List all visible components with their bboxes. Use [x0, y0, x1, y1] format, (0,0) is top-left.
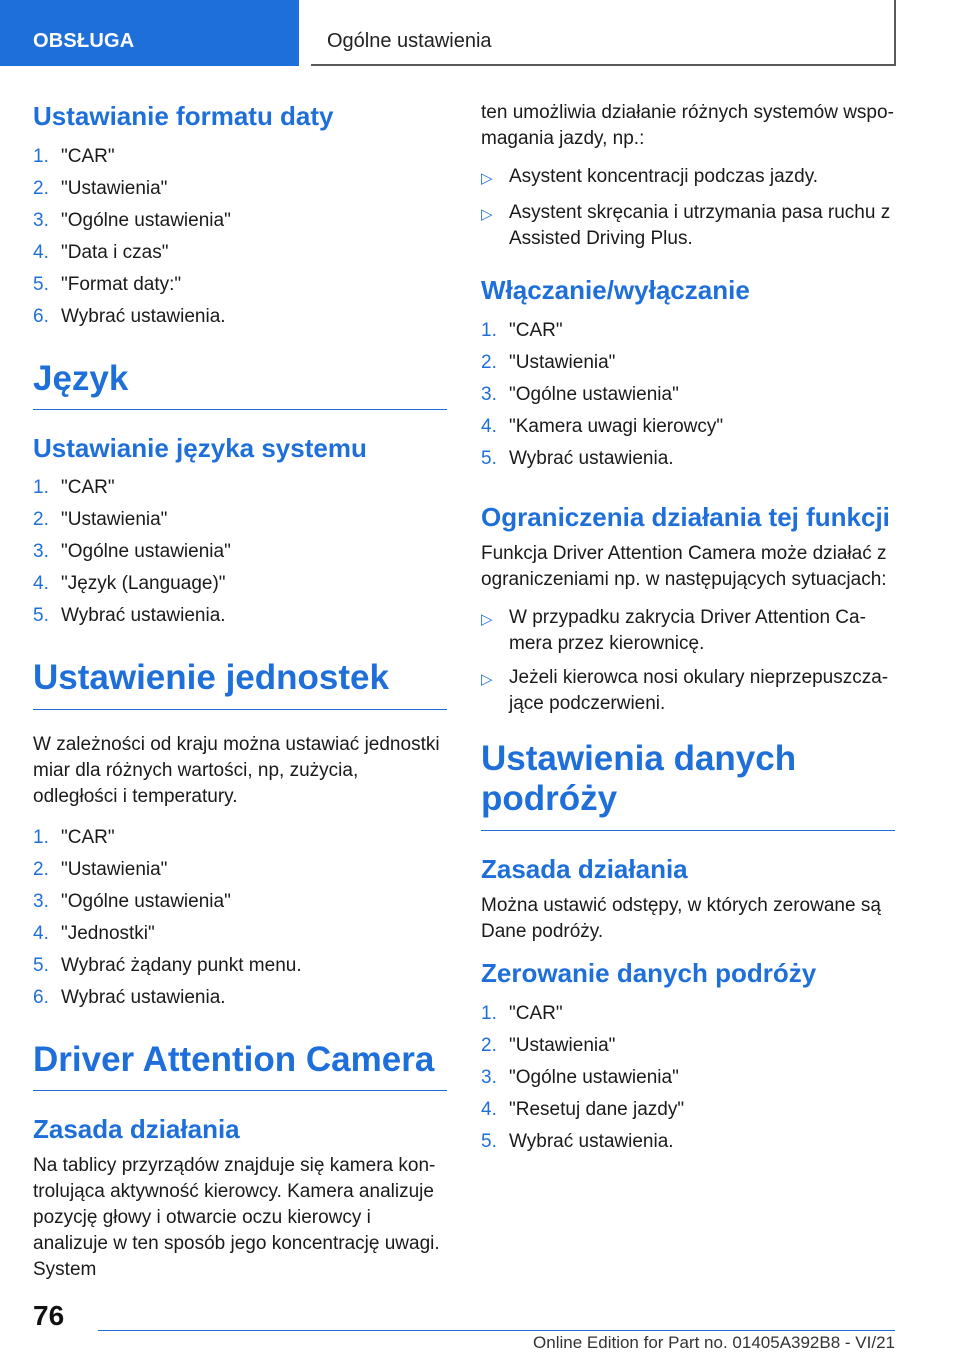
step-item [481, 379, 895, 411]
step-number: 2. [481, 351, 497, 373]
left-column [33, 100, 447, 1295]
limits-text: Funkcja Driver Attention Camera może działać z ograniczeniami np. w następujących sytuacjach: [481, 543, 887, 590]
step-text: "Ustawienia" [61, 858, 168, 880]
step-number: 1. [33, 477, 49, 499]
step-text: "Resetuj dane jazdy" [509, 1098, 685, 1120]
date-format-heading: Ustawianie formatu daty [33, 101, 334, 131]
language-title: Język [33, 359, 447, 410]
step-number: 2. [33, 177, 49, 199]
bullet-item [481, 200, 895, 252]
step-text: "Kamera uwagi kierowcy" [509, 415, 724, 437]
step-item [33, 536, 447, 568]
units-title: Ustawienie jednostek [33, 658, 447, 709]
step-item [481, 1062, 895, 1094]
step-text: Wybrać ustawienia. [61, 305, 226, 327]
step-text: "CAR" [61, 477, 115, 499]
triangle-bullet-icon: ▷ [481, 671, 493, 688]
bullet-item [481, 164, 895, 192]
step-number: 5. [481, 447, 497, 469]
step-number: 5. [481, 1130, 497, 1152]
step-number: 2. [33, 858, 49, 880]
step-text: "Ustawienia" [61, 509, 168, 531]
step-number: 3. [33, 890, 49, 912]
step-item [33, 301, 447, 333]
units-steps [33, 822, 447, 1014]
step-item [481, 315, 895, 347]
bullet-text: Asystent koncentracji podczas jazdy. [509, 166, 819, 187]
step-number: 5. [33, 605, 49, 627]
step-item [33, 141, 447, 173]
step-number: 1. [33, 826, 49, 848]
step-text: "Format daty:" [61, 273, 182, 295]
step-item [33, 269, 447, 301]
step-number: 3. [481, 1066, 497, 1088]
trip-title: Ustawienia danych podróży [481, 739, 895, 831]
bullet-text: W przypadku zakrycia Driver Attention Camera przez kierownicę. [509, 607, 866, 654]
triangle-bullet-icon: ▷ [481, 206, 493, 223]
onoff-heading: Włączanie/wyłączanie [481, 275, 750, 305]
step-number: 3. [33, 541, 49, 563]
triangle-bullet-icon: ▷ [481, 611, 493, 628]
step-text: "CAR" [509, 1002, 563, 1024]
step-text: Wybrać ustawienia. [61, 986, 226, 1008]
step-text: "Ustawienia" [509, 351, 616, 373]
bullet-item [481, 605, 895, 657]
step-item [33, 600, 447, 632]
step-number: 2. [33, 509, 49, 531]
bullet-text: Jeżeli kierowca nosi okulary nieprzepuszczające podczerwieni. [509, 667, 889, 714]
step-item [481, 347, 895, 379]
trip-reset-heading: Zerowanie danych podróży [481, 958, 817, 988]
footer-edition: Online Edition for Part no. 01405A392B8 - VI/21 [533, 1333, 895, 1352]
step-number: 4. [481, 1098, 497, 1120]
step-item [481, 443, 895, 475]
step-text: "Ogólne ustawienia" [61, 890, 231, 912]
step-text: "CAR" [61, 145, 115, 167]
bullet-text: Asystent skręcania i utrzymania pasa ruchu z Assisted Driving Plus. [509, 202, 891, 249]
limits-list [481, 605, 895, 717]
step-number: 1. [481, 1002, 497, 1024]
dac-principle-text: Na tablicy przyrządów znajduje się kamera kontrolująca aktywność kierowcy. Kamera analizuje pozycję głowy i otwarcie oczu kierowcy i analizuje w ten sposób jego koncentrację uwagi. System [33, 1155, 440, 1281]
page-number: 76 [33, 1300, 65, 1331]
step-text: Wybrać żądany punkt menu. [61, 954, 302, 976]
trip-principle-text: Można ustawić odstępy, w których zerowane są Dane podróży. [481, 895, 881, 942]
step-number: 4. [33, 241, 49, 263]
step-number: 1. [33, 145, 49, 167]
step-item [481, 1094, 895, 1126]
step-item [33, 237, 447, 269]
step-item [33, 568, 447, 600]
step-number: 4. [481, 415, 497, 437]
dac-continued-text: ten umożliwia działanie różnych systemów wspomagania jazdy, np.: [481, 102, 894, 149]
language-steps [33, 472, 447, 632]
step-text: "CAR" [61, 826, 115, 848]
limits-heading: Ograniczenia działania tej funkcji [481, 501, 890, 532]
step-number: 3. [481, 383, 497, 405]
step-number: 4. [33, 573, 49, 595]
step-item [33, 504, 447, 536]
step-item [33, 822, 447, 854]
step-text: "Ogólne ustawienia" [509, 1066, 679, 1088]
step-text: "Język (Language)" [61, 573, 226, 595]
dac-title: Driver Attention Camera [33, 1040, 447, 1091]
step-item [481, 998, 895, 1030]
step-item [33, 982, 447, 1014]
footer-rule [98, 1330, 895, 1331]
step-item [33, 472, 447, 504]
section-tab: OBSŁUGA [0, 0, 299, 66]
step-item [481, 411, 895, 443]
step-text: "Jednostki" [61, 922, 155, 944]
step-item [33, 205, 447, 237]
step-text: "CAR" [509, 319, 563, 341]
step-text: Wybrać ustawienia. [61, 605, 226, 627]
step-item [33, 886, 447, 918]
triangle-bullet-icon: ▷ [481, 170, 493, 187]
step-text: Wybrać ustawienia. [509, 447, 674, 469]
step-item [33, 173, 447, 205]
step-text: Wybrać ustawienia. [509, 1130, 674, 1152]
step-number: 5. [33, 954, 49, 976]
step-text: "Ustawienia" [509, 1034, 616, 1056]
bullet-item [481, 665, 895, 717]
step-item [33, 918, 447, 950]
step-number: 2. [481, 1034, 497, 1056]
trip-reset-steps [481, 998, 895, 1158]
step-text: "Data i czas" [61, 241, 169, 263]
step-item [33, 950, 447, 982]
step-number: 6. [33, 986, 49, 1008]
step-number: 1. [481, 319, 497, 341]
units-intro: W zależności od kraju można ustawiać jednostki miar dla różnych wartości, np, zużycia, odległości i temperatury. [33, 733, 440, 807]
dac-principle-heading: Zasada działania [33, 1113, 240, 1144]
step-text: "Ustawienia" [61, 177, 168, 199]
assist-systems-list [481, 164, 895, 252]
step-item [481, 1126, 895, 1158]
language-heading: Ustawianie języka systemu [33, 432, 367, 463]
step-item [481, 1030, 895, 1062]
trip-principle-heading: Zasada działania [481, 853, 688, 884]
right-column [481, 100, 895, 1184]
step-text: "Ogólne ustawienia" [509, 383, 679, 405]
onoff-steps [481, 315, 895, 475]
step-number: 3. [33, 209, 49, 231]
step-item [33, 854, 447, 886]
step-text: "Ogólne ustawienia" [61, 541, 231, 563]
step-text: "Ogólne ustawienia" [61, 209, 231, 231]
step-number: 5. [33, 273, 49, 295]
step-number: 4. [33, 922, 49, 944]
date-format-steps [33, 141, 447, 333]
step-number: 6. [33, 305, 49, 327]
page-header-title: Ogólne ustawienia [311, 0, 896, 66]
